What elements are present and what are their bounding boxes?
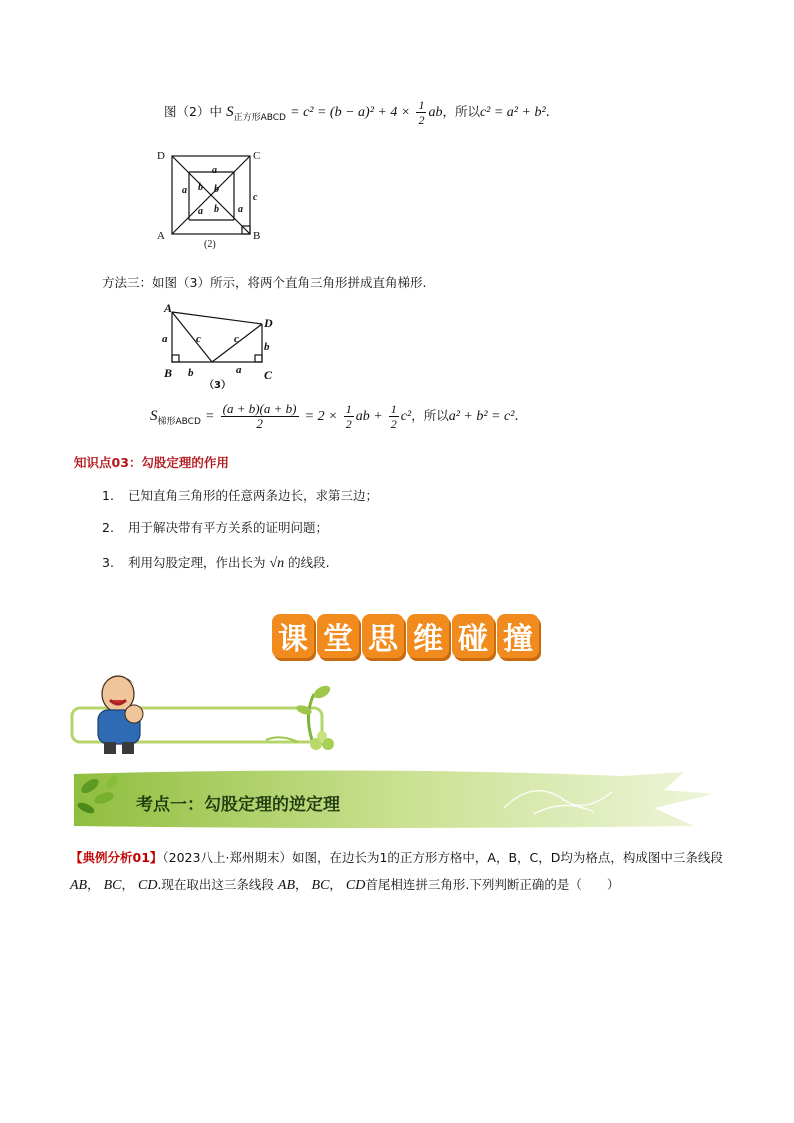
segment-BC: BC [103,878,122,893]
trap-equation [150,402,519,431]
label-A3: A [164,301,173,315]
section-title: 考点一：勾股定理的逆定理 [136,795,340,815]
trap-f1-num: 1 [345,402,352,416]
separator: ， [87,877,100,892]
label-C3: C [264,368,273,382]
fraction-denominator: 2 [418,113,425,127]
right-angle-C [255,355,262,362]
banner-char-box [407,614,449,658]
seg-b-3: b [214,204,219,215]
fig2-eq1-tail: ab [428,105,443,120]
caption-2: (2) [204,239,216,250]
seg-a-3: a [198,206,203,217]
label-D3: D [264,316,273,330]
fig2-equation [164,98,550,127]
trap-eq-tail: c² [400,409,412,424]
example-problem [70,844,730,899]
right-angle-B [172,355,179,362]
banner-char: 课 [278,622,308,657]
trap-main-den: 2 [256,416,263,431]
item-text: 用于解决带有平方关系的证明问题； [128,520,329,535]
trap-conclusion-prefix: ，所以 [411,408,449,423]
fig2-end: . [545,105,550,120]
seg-a-left3: a [162,333,168,345]
section-header [64,768,724,832]
caption-3: （3） [204,380,231,391]
label-C: C [253,150,261,162]
cartoon-illustration [66,664,346,754]
cartoon-man-icon [98,676,143,754]
example-text-1: 如图，在边长为1的正方形方格中，A，B，C，D均为格点，构成图中三条线段 [291,850,723,865]
seg-c-1: c [196,333,201,345]
example-text-2: .现在取出这三条线段 [157,877,274,892]
segment-AB-2: AB [277,878,296,893]
banner-char-box [452,614,494,658]
item-text-a: 利用勾股定理，作出长为 [128,555,266,570]
trap-main-num: (a + b)(a + b) [222,401,297,416]
trap-f2-num: 1 [390,402,397,416]
seg-b-1: b [198,182,203,193]
s-symbol: S [226,104,234,120]
separator: ， [121,877,135,892]
trap-f1-den: 2 [345,417,352,431]
fig2-conclusion-prefix: ，所以 [442,104,480,119]
seg-a-bottom3: a [236,364,242,376]
seg-b-bottom3: b [188,367,194,379]
knowledge-heading: 知识点03：勾股定理的作用 [74,455,229,470]
segment-BC-2: BC [311,878,330,893]
banner-char-box [272,614,314,658]
example-source: （2023八上·郑州期末） [162,850,292,865]
segment-CD-2: CD [345,878,366,893]
banner-char: 撞 [503,622,533,657]
example-text-3: 首尾相连拼三角形.下列判断正确的是（ ） [365,877,620,892]
sqrt-n: √n [269,556,285,571]
trapezoid-diagram [158,300,286,394]
seg-c-right: c [253,192,258,203]
banner-char: 碰 [458,622,488,657]
trap-main-fraction [221,402,299,431]
separator: ， [295,877,308,892]
knowledge-item-1 [102,486,378,504]
banner-char: 维 [413,622,443,657]
item-number: 1. [102,488,114,503]
seg-a-top: a [212,165,217,176]
trap-eq-mid2: ab + [355,409,383,424]
square-diagram [152,146,272,250]
item-number: 3. [102,555,114,570]
banner-char: 堂 [323,622,353,657]
separator: ， [329,877,342,892]
fig2-prefix: 图（2）中 [164,104,222,119]
item-text: 已知直角三角形的任意两条边长，求第三边； [128,488,379,503]
method3-text: 方法三：如图（3）所示，将两个直角三角形拼成直角梯形. [102,275,427,290]
trap-end: . [514,409,519,424]
label-D: D [157,150,165,162]
label-A: A [157,230,165,242]
example-tag: 【典例分析01】 [70,850,163,865]
trap-frac-2 [389,402,399,431]
segment-AB: AB [70,878,88,893]
seg-b-2: b [214,184,219,195]
sprout-icon [266,683,334,750]
fig2-conclusion: c² = a² + b² [479,105,546,120]
knowledge-item-2 [102,518,328,536]
label-B3: B [164,366,173,380]
classroom-banner [272,614,542,664]
trap-outline-left-bottom-right [172,312,262,362]
seg-c-2: c [234,333,239,345]
banner-char-box [317,614,359,658]
trap-eq-mid: = 2 × [304,409,338,424]
s-subscript: 正方形ABCD [233,113,286,123]
trap-s-subscript: 梯形ABCD [157,417,201,427]
knowledge-item-3 [102,553,330,572]
segment-CD: CD [138,878,158,893]
trap-top [172,312,262,324]
seg-a-left: a [182,185,187,196]
fig2-fraction [416,98,426,127]
trap-f2-den: 2 [390,417,397,431]
banner-char-box [362,614,404,658]
seg-a-4: a [238,204,243,215]
seg-b-right3: b [264,341,270,353]
trap-conclusion: a² + b² = c² [448,409,515,424]
trap-s-symbol: S [150,408,158,424]
trap-equals: = [205,409,215,424]
banner-char: 思 [368,622,398,657]
banner-char-box [497,614,539,658]
fig2-eq1: = c² = (b − a)² + 4 × [290,105,411,120]
item-number: 2. [102,520,114,535]
label-B: B [253,230,261,242]
item-text-b: 的线段. [288,555,330,570]
trap-frac-1 [344,402,354,431]
fraction-numerator: 1 [418,98,425,112]
